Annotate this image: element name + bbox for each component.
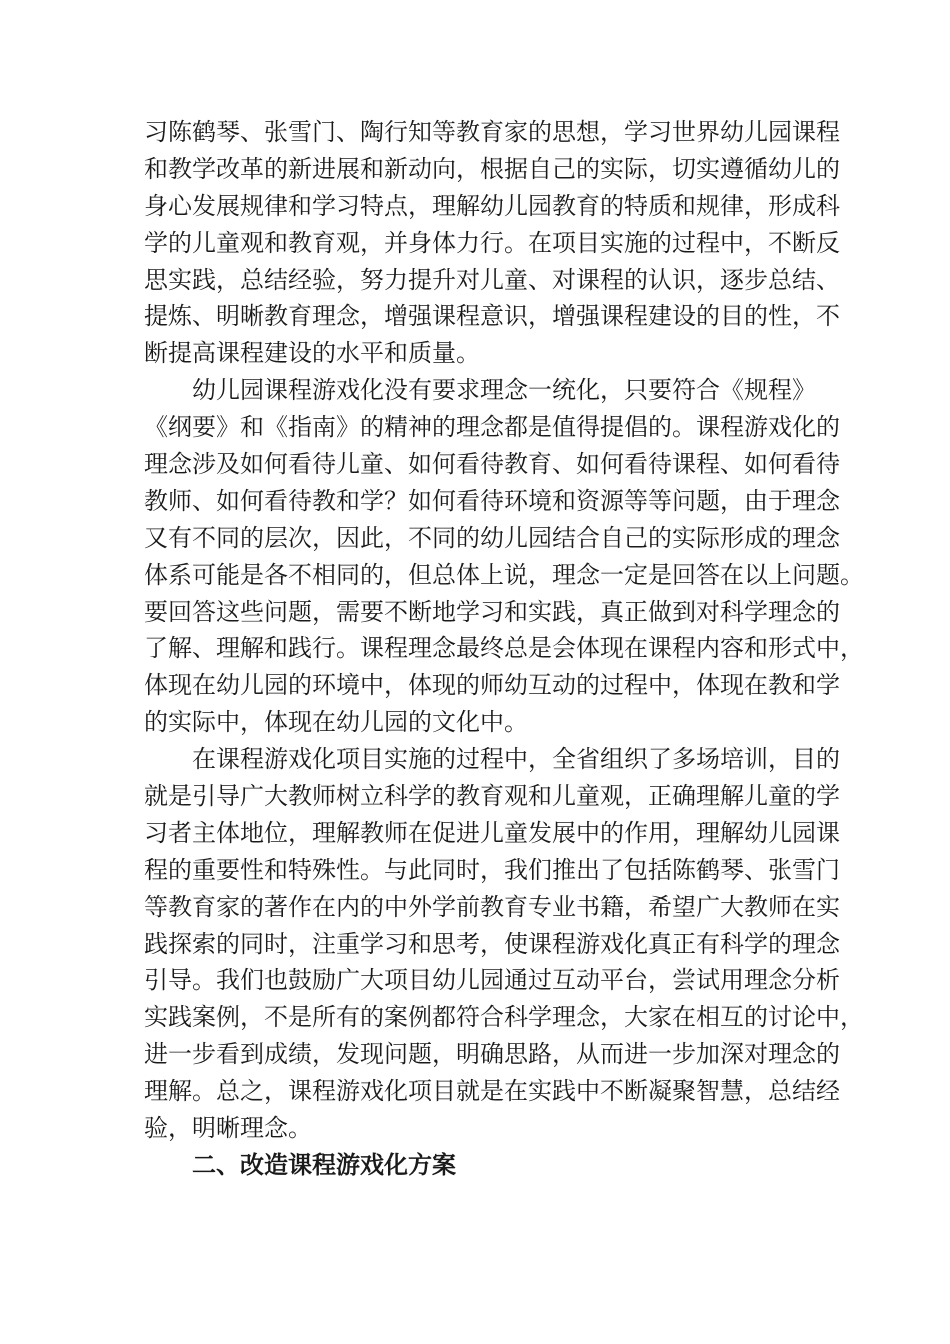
text-line: 引导。我们也鼓励广大项目幼儿园通过互动平台，尝试用理念分析	[144, 966, 840, 995]
text-line: 教师、如何看待教和学？如何看待环境和资源等等问题，由于理念	[144, 486, 840, 515]
text-line: 体系可能是各不相同的，但总体上说，理念一定是回答在以上问题。	[144, 560, 864, 589]
paragraph-2	[144, 372, 864, 741]
text-line: 进一步看到成绩，发现问题，明确思路，从而进一步加深对理念的	[144, 1040, 840, 1069]
text-line: 身心发展规律和学习特点，理解幼儿园教育的特质和规律，形成科	[144, 191, 840, 220]
text-line: 了解、理解和践行。课程理念最终总是会体现在课程内容和形式中，	[144, 634, 864, 663]
text-line: 验，明晰理念。	[144, 1114, 312, 1143]
text-line: 断提高课程建设的水平和质量。	[144, 339, 480, 368]
text-line: 思实践，总结经验，努力提升对儿童、对课程的认识，逐步总结、	[144, 265, 840, 294]
text-line: 提炼、明晰教育理念，增强课程意识，增强课程建设的目的性，不	[144, 302, 840, 331]
text-line: 在课程游戏化项目实施的过程中，全省组织了多场培训，目的	[192, 745, 840, 774]
text-line: 理念涉及如何看待儿童、如何看待教育、如何看待课程、如何看待	[144, 450, 840, 479]
text-line: 理解。总之，课程游戏化项目就是在实践中不断凝聚智慧，总结经	[144, 1077, 840, 1106]
paragraph-3	[144, 741, 864, 1147]
text-line: 学的儿童观和教育观，并身体力行。在项目实施的过程中，不断反	[144, 228, 840, 257]
text-line: 实践案例，不是所有的案例都符合科学理念，大家在相互的讨论中，	[144, 1003, 864, 1032]
paragraph-1	[144, 114, 840, 372]
text-line: 幼儿园课程游戏化没有要求理念一统化，只要符合《规程》	[192, 376, 816, 405]
text-line: 和教学改革的新进展和新动向，根据自己的实际，切实遵循幼儿的	[144, 154, 840, 183]
text-line: 习陈鹤琴、张雪门、陶行知等教育家的思想，学习世界幼儿园课程	[144, 118, 840, 146]
document-page	[144, 114, 864, 1184]
text-line: 习者主体地位，理解教师在促进儿童发展中的作用，理解幼儿园课	[144, 818, 840, 847]
text-line: 践探索的同时，注重学习和思考，使课程游戏化真正有科学的理念	[144, 929, 840, 958]
text-line: 又有不同的层次，因此，不同的幼儿园结合自己的实际形成的理念	[144, 523, 840, 552]
text-line: 就是引导广大教师树立科学的教育观和儿童观，正确理解儿童的学	[144, 782, 840, 811]
section-heading: 二、改造课程游戏化方案	[192, 1150, 456, 1179]
text-line: 《纲要》和《指南》的精神的理念都是值得提倡的。课程游戏化的	[144, 413, 840, 442]
text-line: 的实际中，体现在幼儿园的文化中。	[144, 708, 528, 737]
text-line: 体现在幼儿园的环境中，体现的师幼互动的过程中，体现在教和学	[144, 671, 840, 700]
text-line: 程的重要性和特殊性。与此同时，我们推出了包括陈鹤琴、张雪门	[144, 855, 840, 884]
text-line: 等教育家的著作在内的中外学前教育专业书籍，希望广大教师在实	[144, 892, 840, 921]
text-line: 要回答这些问题，需要不断地学习和实践，真正做到对科学理念的	[144, 597, 840, 626]
